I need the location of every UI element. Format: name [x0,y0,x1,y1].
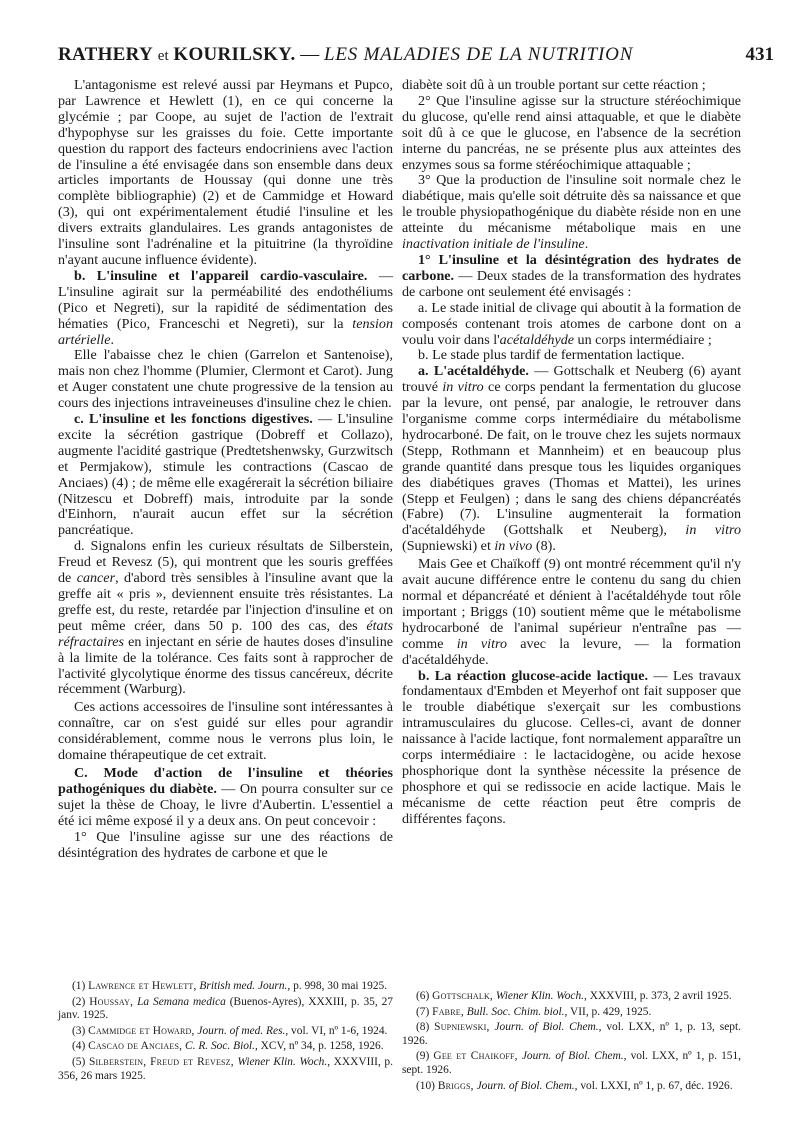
paragraph: 2° Que l'insuline agisse sur la structure stéréochimique du glucose, qu'elle rend ainsi attaquable, et que le diabète soit dû à ce que le glucose, en l'absence de la secrétion interne du pancréas, ne se présente plus aux atteintes des enzymes sous sa forme stéréochimique attaquable ; [402,92,741,173]
paragraph: Elle l'abaisse chez le chien (Garrelon et Santenoise), mais non chez l'homme (Plumier, Clermont et Carot). Jung et Auger constatent une chute progressive de la tension au cours des injections intraveineuses d'insuline chez le chien. [58,347,393,412]
paragraph: a. L'acétaldéhyde. — Gottschalk et Neuberg (6) ayant trouvé in vitro ce corps pendant la fermentation du glucose par la levure, ont pensé, par analogie, le retrouver dans l'organisme comme corps intermédiaire du métabolisme hydrocarboné. De fait, on le trouve chez les sujets normaux (Stepp, Rothmann et Mannheim) et en beaucoup plus grande quantité dans presque tous les liquides organiques des diabétiques graves (Thomas et Mattei), les urines (Stepp et Feulgen) ; dans le sang des chiens dépancréatés (Fabre) (7). L'insuline augmenterait la formation d'acétaldéhyde (Gottshalk et Neuberg), in vitro (Supniewski) et in vivo (8). [402,363,741,555]
footnote: (6) Gottschalk, Wiener Klin. Woch., XXXVIII, p. 373, 2 avril 1925. [416,990,732,1002]
footnote: (2) Houssay, La Semana medica (Buenos-Ayres), XXXIII, p. 35, 27 janv. 1925. [58,995,393,1022]
paragraph: Mais Gee et Chaïkoff (9) ont montré récemment qu'il n'y avait aucune différence entre le contenu du sang du chien normal et dépancréaté et dénient à l'acétaldéhyde tout rôle important ; Briggs (10) soutient même que le métabolisme hydrocarboné de l'animal supérieur n'entraîne pas — comme in vitro avec la levure, — la formation d'acétaldéhyde. [402,556,741,668]
running-title: LES MALADIES DE LA NUTRITION [324,44,634,65]
running-header [58,44,774,67]
section-heading: 1° L'insuline et la désintégration des hydrates de carbone. [402,251,741,284]
right-column [402,78,741,828]
paragraph: diabète soit dû à un trouble portant sur cette réaction ; [402,77,706,93]
footnotes-right [402,990,741,1095]
left-column [58,78,393,861]
paragraph: L'antagonisme est relevé aussi par Heymans et Pupco, par Lawrence et Hewlett (1), en ce qui concerne la glycémie ; par Coope, au sujet de l'action de l'extrait d'hypophyse sur les graisses du foie. Cette importante question du rapport des facteurs endocriniens avec l'action de l'insuline a été envisagée dans son ensemble dans deux articles importants de Houssay (qui donne une très complète bibliographie) (2) et de Cammidge et Howard (3), qui ont expérimentalement étudié l'insuline et les divers extraits glandulaires. Les grands antagonistes de l'insuline sont l'adrénaline et la pituitrine (la thyroïdine n'ayant aucune influence évidente). [58,77,393,268]
header-connector: et [157,48,169,64]
section-heading: C. Mode d'action de l'insuline et théories pathogéniques du diabète. [58,764,393,797]
paragraph: a. Le stade initial de clivage qui aboutit à la formation de composés contenant trois atomes de carbone dont on a voulu voir dans l'acétaldéhyde un corps intermédiaire ; [402,299,741,348]
paragraph: d. Signalons enfin les curieux résultats de Silberstein, Freud et Revesz (5), qui montrent que les souris greffées de cancer, d'abord très sensibles à l'insuline avant que la greffe ait « pris », deviennent ensuite très résistantes. La greffe est, du reste, retardée par l'injection d'insuline et on peut même créer, dans 50 p. 100 des cas, des états réfractaires en injectant en série de hautes doses d'insuline à la limite de la tolérance. Ces faits sont à rapprocher de l'activité glycolytique énorme des tissus cancéreux, décrite récemment (Warburg). [58,538,393,698]
footnote: (3) Cammidge et Howard, Journ. of med. Res., vol. VI, nº 1-6, 1924. [72,1024,388,1037]
footnotes-left [58,980,393,1085]
footnote: (9) Gee et Chaikoff, Journ. of Biol. Chem., vol. LXX, nº 1, p. 151, sept. 1926. [402,1050,742,1076]
section-heading: c. L'insuline et les fonctions digestives. [74,411,313,428]
header-dash: — [295,44,324,65]
paragraph: C. Mode d'action de l'insuline et théories pathogéniques du diabète. — On pourra consulter sur ce sujet la thèse de Choay, le livre d'Aubertin. L'essentiel a été ici même exposé il y a deux ans. On peut concevoir : [58,764,393,829]
paragraph: b. L'insuline et l'appareil cardio-vasculaire. — L'insuline agirait sur la perméabilité des endothéliums (Pico et Negreti), sur la rapidité de sédimentation des hématies (Pico, Franceschi et Negreti), sur la tension artérielle. [58,267,394,348]
footnote: (5) Silberstein, Freud et Revesz, Wiener Klin. Woch., XXXVIII, p. 356, 26 mars 1925. [58,1055,393,1082]
section-heading: b. La réaction glucose-acide lactique. [418,667,648,684]
paragraph: Ces actions accessoires de l'insuline sont intéressantes à connaître, car on s'est guidé sur elles pour agrandir considérablement, comme nous le verrons plus loin, le domaine thérapeutique de cet extrait. [58,699,393,764]
header-author-1: RATHERY [58,44,154,65]
section-heading: b. L'insuline et l'appareil cardio-vasculaire. [74,267,368,284]
footnote: (10) Briggs, Journ. of Biol. Chem., vol. LXXI, nº 1, p. 67, déc. 1926. [416,1079,733,1092]
header-author-2: KOURILSKY. [173,44,296,65]
paragraph: 1° Que l'insuline agisse sur une des réactions de désintégration des hydrates de carbone et que le [58,828,393,861]
footnote: (1) Lawrence et Hewlett, British med. Journ., p. 998, 30 mai 1925. [72,980,388,992]
section-heading: a. L'acétaldéhyde. [418,363,529,380]
paragraph: 1° L'insuline et la désintégration des hydrates de carbone. — Deux stades de la transformation des hydrates de carbone ont seulement été envisagés : [402,251,741,300]
footnote: (8) Supniewski, Journ. of Biol. Chem., vol. LXX, nº 1, p. 13, sept. 1926. [402,1021,741,1047]
paragraph: 3° Que la production de l'insuline soit normale chez le diabétique, mais qu'elle soit détruite dès sa naissance et que le trouble physiopathogénique du diabète réside non en une atteinte du mécanisme métabolique mais en une inactivation initiale de l'insuline. [402,172,741,253]
paragraph: b. Le stade plus tardif de fermentation lactique. [418,347,685,364]
footnote: (4) Cascao de Anciaes, C. R. Soc. Biol., XCV, nº 34, p. 1258, 1926. [72,1040,384,1053]
page-number: 431 [745,44,774,65]
footnote: (7) Fabre, Bull. Soc. Chim. biol., VII, p. 429, 1925. [416,1005,652,1018]
paragraph: c. L'insuline et les fonctions digestives. — L'insuline excite la sécrétion gastrique (Dobreff et Collazo), augmente l'acidité gastrique (Predtetshenwsky, Gurzwitsch et Permjakow), stimule les contractions (Cascao de Anciaes) (4) ; de même elle exagérerait la sécrétion biliaire (Nitzescu et Dobreff) mais, introduite par la sonde d'Einhorn, n'aurait aucun effet sur la sécrétion pancréatique. [58,411,393,539]
paragraph: b. La réaction glucose-acide lactique. — Les travaux fondamentaux d'Embden et Meyerhof ont fait supposer que le trouble diabétique s'exerçait sur les combustions intramusculaires du glucose. Celles-ci, avant de donner naissance à l'acide lactique, font normalement apparaître un corps intermédiaire : le lactacidogène, ou acide hexose phosphorique dont la synthèse nécessite la présence de phosphore et qui se redissocie en acide lactique. Mais le mécanisme de cette réaction peut être compris de différentes façons. [402,667,741,827]
